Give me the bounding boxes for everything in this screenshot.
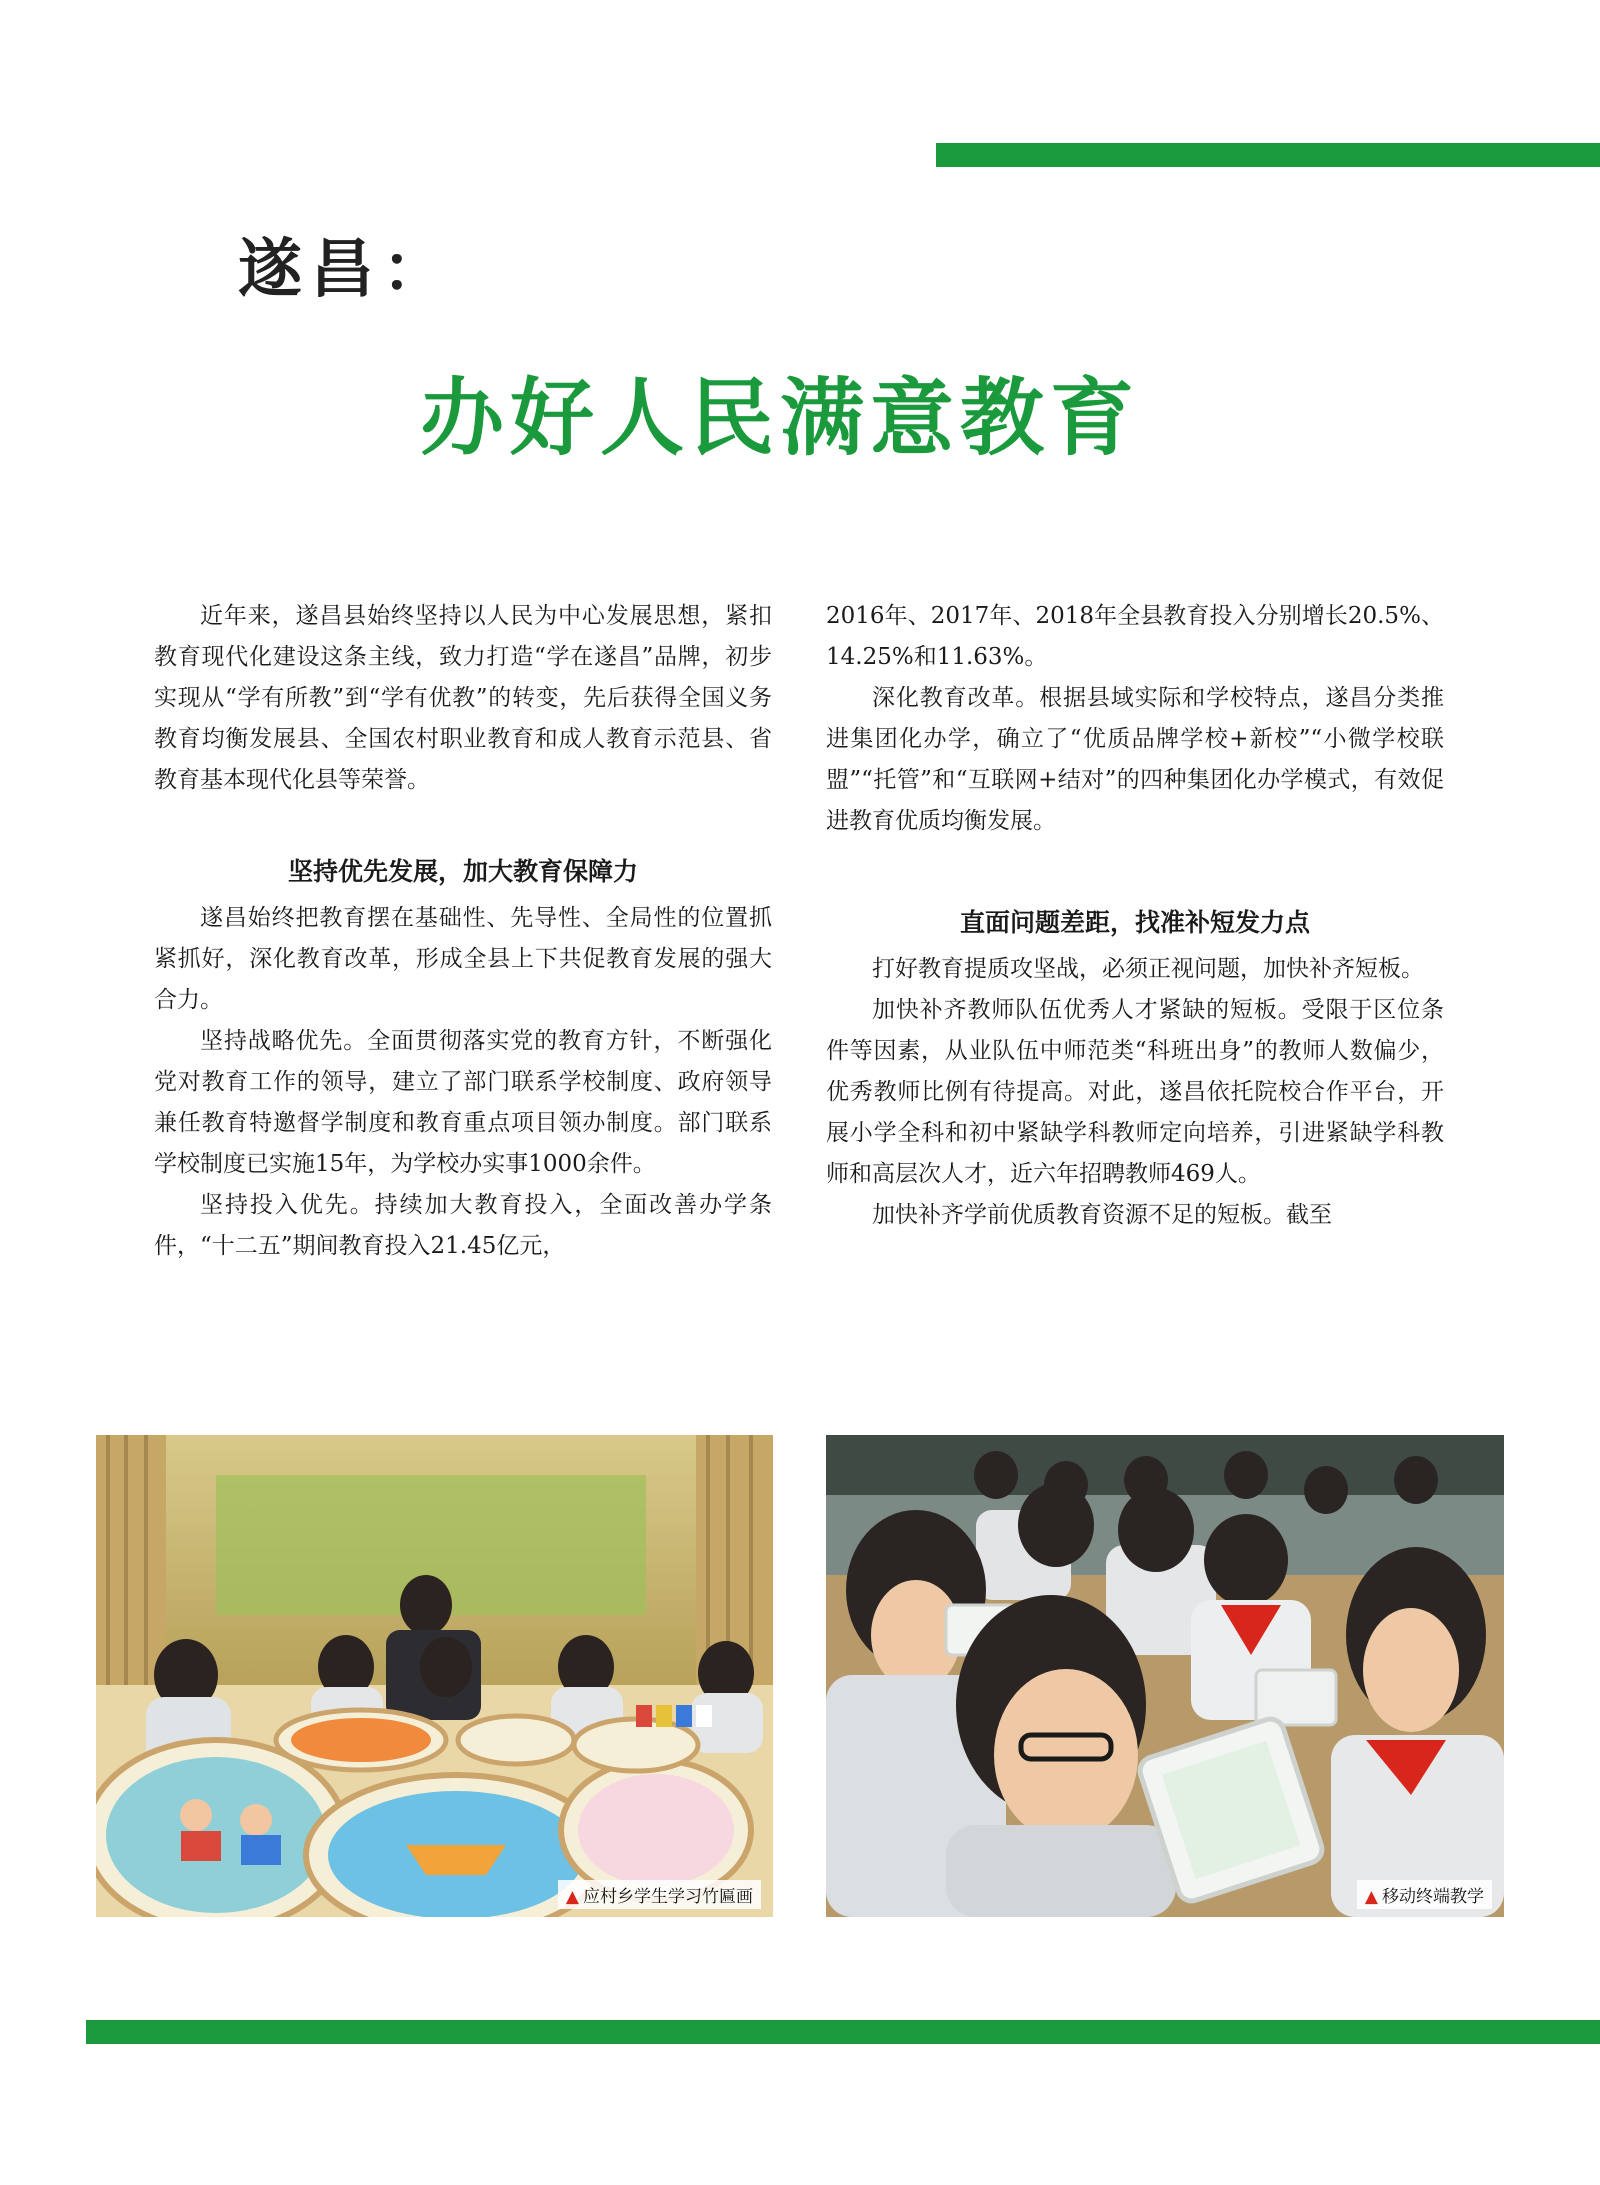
red-triangle-icon: ▲ bbox=[1364, 1887, 1378, 1907]
left-column bbox=[154, 596, 772, 1267]
right-column bbox=[826, 596, 1444, 1236]
intro-paragraph: 近年来，遂昌县始终坚持以人民为中心发展思想，紧扣教育现代化建设这条主线，致力打造“学在遂昌”品牌，初步实现从“学有所教”到“学有优教”的转变，先后获得全国义务教育均衡发展县、全国农村职业教育和成人教育示范县、省教育基本现代化县等荣誉。 bbox=[154, 603, 772, 793]
top-accent-bar bbox=[936, 143, 1600, 167]
article-kicker: 遂昌： bbox=[238, 233, 454, 307]
paragraph: 坚持投入优先。持续加大教育投入，全面改善办学条件，“十二五”期间教育投入21.45亿元， bbox=[154, 1192, 772, 1259]
photo-caption bbox=[558, 1880, 761, 1909]
photo-bamboo-painting bbox=[96, 1435, 773, 1917]
paragraph: 深化教育改革。根据县域实际和学校特点，遂昌分类推进集团化办学，确立了“优质品牌学校+新校”“小微学校联盟”“托管”和“互联网+结对”的四种集团化办学模式，有效促进教育优质均衡发展。 bbox=[826, 685, 1444, 834]
photo-tablet-teaching bbox=[826, 1435, 1504, 1917]
red-triangle-icon: ▲ bbox=[565, 1887, 579, 1907]
photo-bamboo-painting-image bbox=[96, 1435, 773, 1917]
photo-caption-text: 应村乡学生学习竹匾画 bbox=[583, 1887, 753, 1907]
paragraph: 遂昌始终把教育摆在基础性、先导性、全局性的位置抓紧抓好，深化教育改革，形成全县上下共促教育发展的强大合力。 bbox=[154, 905, 772, 1013]
section-heading-shortboard: 直面问题差距，找准补短发力点 bbox=[959, 908, 1310, 937]
article-headline: 办好人民满意教育 bbox=[420, 369, 1141, 467]
photo-caption-text: 移动终端教学 bbox=[1382, 1887, 1484, 1907]
bottom-accent-bar bbox=[86, 2020, 1600, 2044]
photo-caption bbox=[1357, 1880, 1492, 1909]
paragraph: 打好教育提质攻坚战，必须正视问题，加快补齐短板。 bbox=[872, 956, 1424, 982]
paragraph: 加快补齐教师队伍优秀人才紧缺的短板。受限于区位条件等因素，从业队伍中师范类“科班出身”的教师人数偏少，优秀教师比例有待提高。对此，遂昌依托院校合作平台，开展小学全科和初中紧缺学科教师定向培养，引进紧缺学科教师和高层次人才，近六年招聘教师469人。 bbox=[826, 997, 1444, 1187]
section-heading-priority: 坚持优先发展，加大教育保障力 bbox=[287, 857, 638, 886]
paragraph-continued: 2016年、2017年、2018年全县教育投入分别增长20.5%、14.25%和11.63%。 bbox=[826, 603, 1444, 670]
paragraph: 加快补齐学前优质教育资源不足的短板。截至 bbox=[872, 1202, 1332, 1228]
paragraph: 坚持战略优先。全面贯彻落实党的教育方针，不断强化党对教育工作的领导，建立了部门联系学校制度、政府领导兼任教育特邀督学制度和教育重点项目领办制度。部门联系学校制度已实施15年，为学校办实事1000余件。 bbox=[154, 1028, 772, 1177]
photo-tablet-teaching-image bbox=[826, 1435, 1504, 1917]
